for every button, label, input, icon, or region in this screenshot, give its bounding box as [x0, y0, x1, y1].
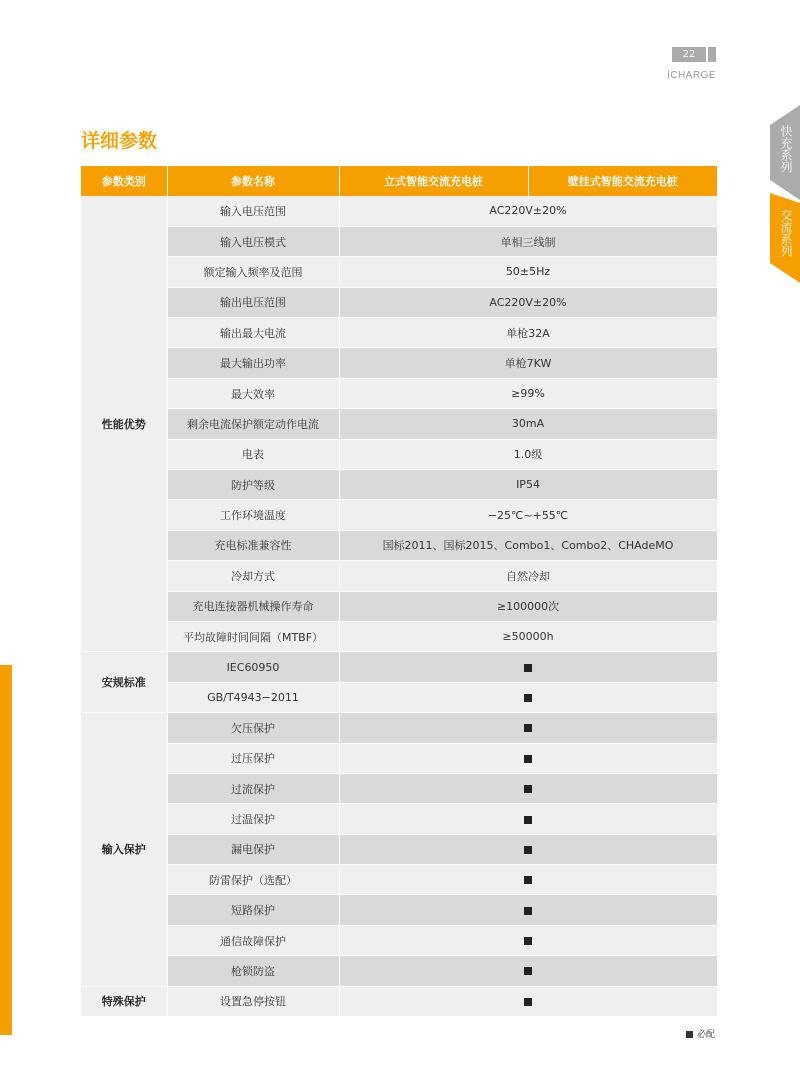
table-row: [81, 743, 717, 773]
required-square-icon: [524, 876, 532, 884]
table-row: [81, 956, 717, 986]
param-name-cell: 过流保护: [167, 773, 339, 803]
param-name-cell: 输出最大电流: [167, 318, 339, 348]
header-param-name: 参数名称: [167, 166, 339, 196]
param-name-cell: 充电连接器机械操作寿命: [167, 591, 339, 621]
table-row: [81, 925, 717, 955]
table-row: [81, 713, 717, 743]
table-row: [81, 257, 717, 287]
param-value-cell: [339, 652, 717, 682]
param-name-cell: 欠压保护: [167, 713, 339, 743]
category-cell: 性能优势: [81, 196, 167, 652]
param-value-cell: [339, 682, 717, 712]
header-wall-charger: 壁挂式智能交流充电桩: [528, 166, 717, 196]
param-value-cell: 50±5Hz: [339, 257, 717, 287]
table-row: [81, 621, 717, 651]
table-row: [81, 226, 717, 256]
param-value-cell: 30mA: [339, 409, 717, 439]
param-name-cell: IEC60950: [167, 652, 339, 682]
left-accent-bar: [0, 665, 12, 1035]
tab-label: 快充系列: [779, 125, 793, 173]
param-value-cell: 1.0级: [339, 439, 717, 469]
param-value-cell: ≥50000h: [339, 621, 717, 651]
param-value-cell: 单枪7KW: [339, 348, 717, 378]
param-name-cell: 通信故障保护: [167, 925, 339, 955]
required-square-icon: [524, 664, 532, 672]
param-name-cell: 剩余电流保护额定动作电流: [167, 409, 339, 439]
required-square-icon: [524, 998, 532, 1006]
param-name-cell: 冷却方式: [167, 561, 339, 591]
header-standing-charger: 立式智能交流充电桩: [339, 166, 528, 196]
param-value-cell: [339, 956, 717, 986]
required-square-icon: [524, 937, 532, 945]
brand-label: ICHARGE: [666, 70, 716, 81]
category-cell: 安规标准: [81, 652, 167, 713]
param-name-cell: 短路保护: [167, 895, 339, 925]
param-value-cell: IP54: [339, 470, 717, 500]
param-name-cell: 最大输出功率: [167, 348, 339, 378]
table-row: [81, 682, 717, 712]
table-row: [81, 986, 717, 1016]
table-row: [81, 409, 717, 439]
param-name-cell: 最大效率: [167, 378, 339, 408]
table-row: [81, 439, 717, 469]
param-value-cell: ≥99%: [339, 378, 717, 408]
category-cell: 输入保护: [81, 713, 167, 987]
param-name-cell: 工作环境温度: [167, 500, 339, 530]
required-square-icon: [524, 724, 532, 732]
param-value-cell: [339, 986, 717, 1016]
param-name-cell: 枪锁防盗: [167, 956, 339, 986]
category-cell: 特殊保护: [81, 986, 167, 1016]
table-row: [81, 348, 717, 378]
param-value-cell: AC220V±20%: [339, 287, 717, 317]
param-name-cell: 平均故障时间间隔（MTBF）: [167, 621, 339, 651]
param-value-cell: [339, 925, 717, 955]
param-value-cell: [339, 713, 717, 743]
param-name-cell: 充电标准兼容性: [167, 530, 339, 560]
table-row: [81, 773, 717, 803]
param-value-cell: ≥100000次: [339, 591, 717, 621]
param-value-cell: 国标2011、国标2015、Combo1、Combo2、CHAdeMO: [339, 530, 717, 560]
table-row: [81, 865, 717, 895]
table-row: [81, 378, 717, 408]
param-name-cell: 过压保护: [167, 743, 339, 773]
table-row: [81, 530, 717, 560]
legend: [686, 1027, 715, 1040]
table-row: [81, 895, 717, 925]
table-row: [81, 652, 717, 682]
table-header-row: [81, 166, 717, 196]
tab-label: 交流系列: [779, 209, 793, 257]
param-value-cell: [339, 804, 717, 834]
param-value-cell: [339, 865, 717, 895]
table-row: [81, 591, 717, 621]
param-name-cell: 额定输入频率及范围: [167, 257, 339, 287]
param-value-cell: 单枪32A: [339, 318, 717, 348]
param-value-cell: [339, 743, 717, 773]
param-name-cell: 输出电压范围: [167, 287, 339, 317]
param-name-cell: 输入电压模式: [167, 226, 339, 256]
page-number-mark: [708, 47, 716, 62]
param-name-cell: 漏电保护: [167, 834, 339, 864]
param-name-cell: 防雷保护（选配）: [167, 865, 339, 895]
spec-table: [81, 166, 718, 1017]
param-value-cell: 单相三线制: [339, 226, 717, 256]
table-row: [81, 561, 717, 591]
page-number: 22: [672, 47, 706, 62]
param-value-cell: [339, 834, 717, 864]
required-square-icon: [524, 755, 532, 763]
table-row: [81, 834, 717, 864]
param-name-cell: 电表: [167, 439, 339, 469]
param-name-cell: 设置急停按钮: [167, 986, 339, 1016]
required-square-icon: [524, 907, 532, 915]
param-name-cell: 过温保护: [167, 804, 339, 834]
required-square-icon: [524, 785, 532, 793]
param-value-cell: [339, 895, 717, 925]
table-row: [81, 287, 717, 317]
legend-label: 必配: [697, 1030, 716, 1040]
header-category: 参数类别: [81, 166, 167, 196]
tab-fast-charge-series[interactable]: [770, 105, 800, 200]
table-row: [81, 500, 717, 530]
table-row: [81, 804, 717, 834]
param-value-cell: AC220V±20%: [339, 196, 717, 226]
legend-square-icon: [686, 1031, 693, 1038]
table-row: [81, 196, 717, 226]
page-title: 详细参数: [81, 130, 158, 152]
param-name-cell: GB/T4943−2011: [167, 682, 339, 712]
required-square-icon: [524, 967, 532, 975]
required-square-icon: [524, 816, 532, 824]
param-value-cell: 自然冷却: [339, 561, 717, 591]
table-row: [81, 470, 717, 500]
param-value-cell: [339, 773, 717, 803]
table-row: [81, 318, 717, 348]
tab-ac-series[interactable]: [770, 193, 800, 283]
required-square-icon: [524, 694, 532, 702]
param-name-cell: 输入电压范围: [167, 196, 339, 226]
required-square-icon: [524, 846, 532, 854]
param-value-cell: −25℃~+55℃: [339, 500, 717, 530]
param-name-cell: 防护等级: [167, 470, 339, 500]
